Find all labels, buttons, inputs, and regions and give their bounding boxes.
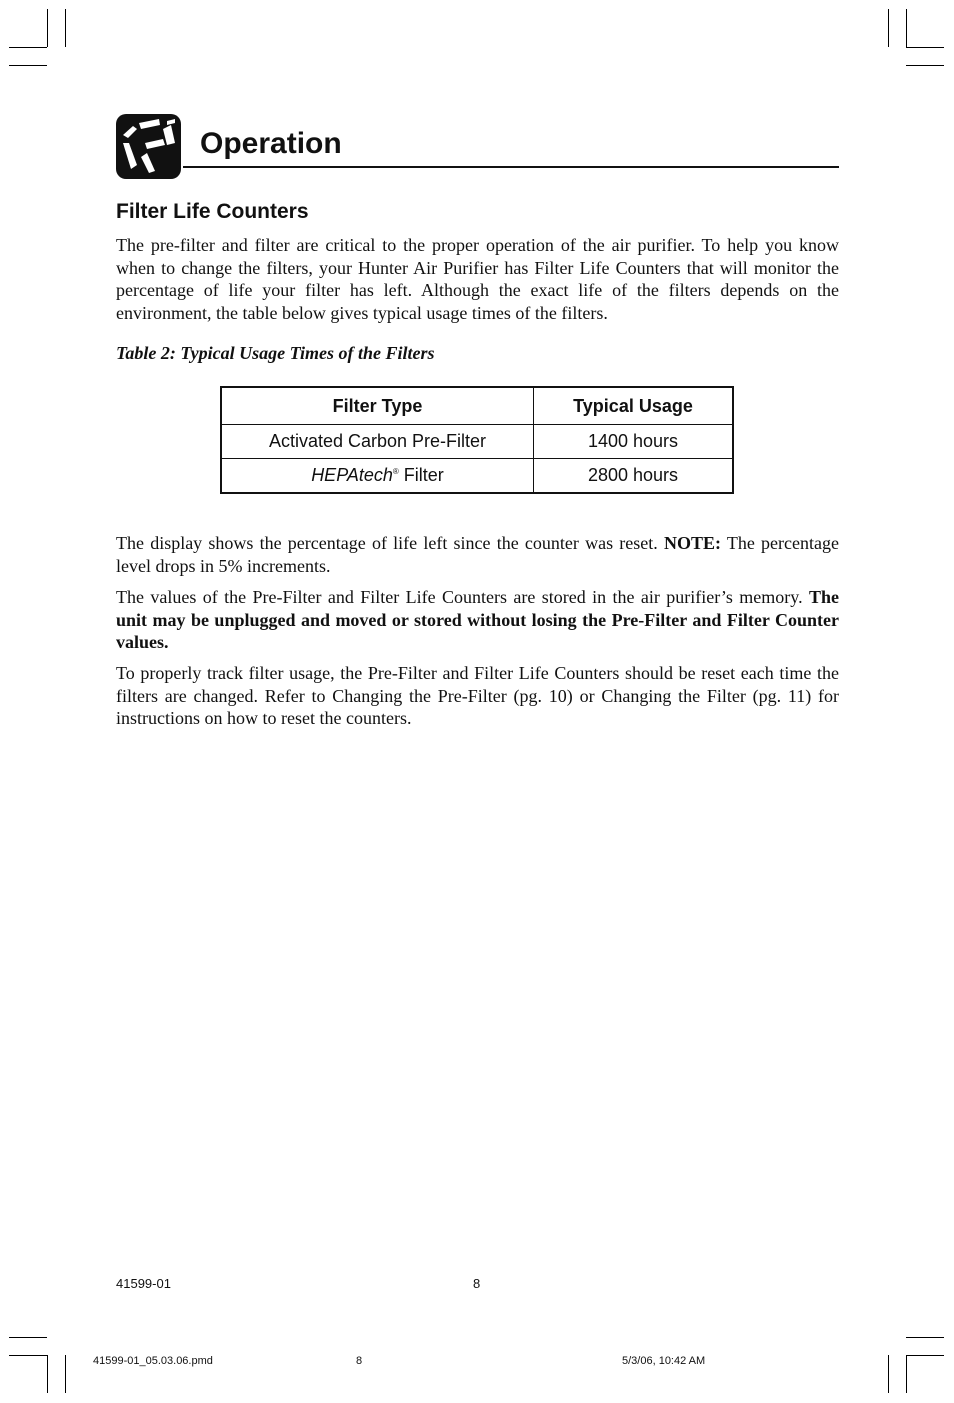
crop-mark <box>65 1355 66 1393</box>
crop-mark <box>906 1337 944 1338</box>
page-title: Operation <box>200 127 342 160</box>
crop-mark <box>906 47 944 48</box>
crop-mark <box>906 1355 944 1356</box>
crop-mark <box>888 1355 889 1393</box>
brand-name: HEPAtech <box>311 465 393 485</box>
note-label: NOTE: <box>663 533 721 553</box>
crop-mark <box>9 1337 47 1338</box>
title-rule <box>183 166 839 168</box>
crop-mark <box>906 65 944 66</box>
crop-mark <box>9 47 47 48</box>
crop-mark <box>47 9 48 47</box>
crop-mark <box>888 9 889 47</box>
document-number: 41599-01 <box>116 1276 171 1291</box>
usage-table <box>220 386 734 494</box>
memory-paragraph <box>116 586 839 654</box>
memory-text: The values of the Pre-Filter and Filter Life Counters are stored in the air purifier’s memory. <box>116 587 809 607</box>
crop-mark <box>9 65 47 66</box>
display-paragraph <box>116 532 839 577</box>
column-header-typical-usage: Typical Usage <box>534 387 734 425</box>
intro-paragraph: The pre-filter and filter are critical to the proper operation of the air purifier. To help you know when to change the filters, your Hunter Air Purifier has Filter Life Counters that will monitor the percentage of life your filter has left. Although the exact life of the filters depends on the environment, the table below gives typical usage times of the filters. <box>116 235 839 323</box>
usage-cell: 2800 hours <box>534 459 734 494</box>
note-text: The percentage level drops in 5% increments. <box>116 533 839 576</box>
page-number: 8 <box>473 1276 481 1291</box>
column-header-filter-type: Filter Type <box>221 387 534 425</box>
operation-section-icon <box>115 113 182 180</box>
table-row <box>221 459 733 494</box>
crop-mark <box>906 1355 907 1393</box>
usage-cell: 1400 hours <box>534 425 734 459</box>
crop-mark <box>65 9 66 47</box>
filter-type-suffix: Filter <box>398 465 444 485</box>
section-heading: Filter Life Counters <box>116 200 309 223</box>
filter-type-cell <box>221 459 534 494</box>
memory-bold-text: The unit may be unplugged and moved or stored without losing the Pre-Filter and Filter Counter values. <box>116 587 839 652</box>
table-caption: Table 2: Typical Usage Times of the Filters <box>116 343 435 363</box>
print-slug-timestamp: 5/3/06, 10:42 AM <box>622 1355 706 1367</box>
table-header-row <box>221 387 733 425</box>
table-row <box>221 425 733 459</box>
display-text: The display shows the percentage of life left since the counter was reset. <box>116 533 664 553</box>
crop-mark <box>47 1355 48 1393</box>
filter-type-cell: Activated Carbon Pre-Filter <box>221 425 534 459</box>
reset-paragraph: To properly track filter usage, the Pre-Filter and Filter Life Counters should be reset each time the filters are changed. Refer to Changing the Pre-Filter (pg. 10) or Changing the Filter (pg. 11) for instructions on how to reset the counters. <box>116 663 839 728</box>
registered-mark: ® <box>392 467 399 476</box>
crop-mark <box>9 1355 47 1356</box>
print-slug-file: 41599-01_05.03.06.pmd <box>93 1355 213 1367</box>
print-slug-page: 8 <box>356 1355 363 1367</box>
crop-mark <box>906 9 907 47</box>
